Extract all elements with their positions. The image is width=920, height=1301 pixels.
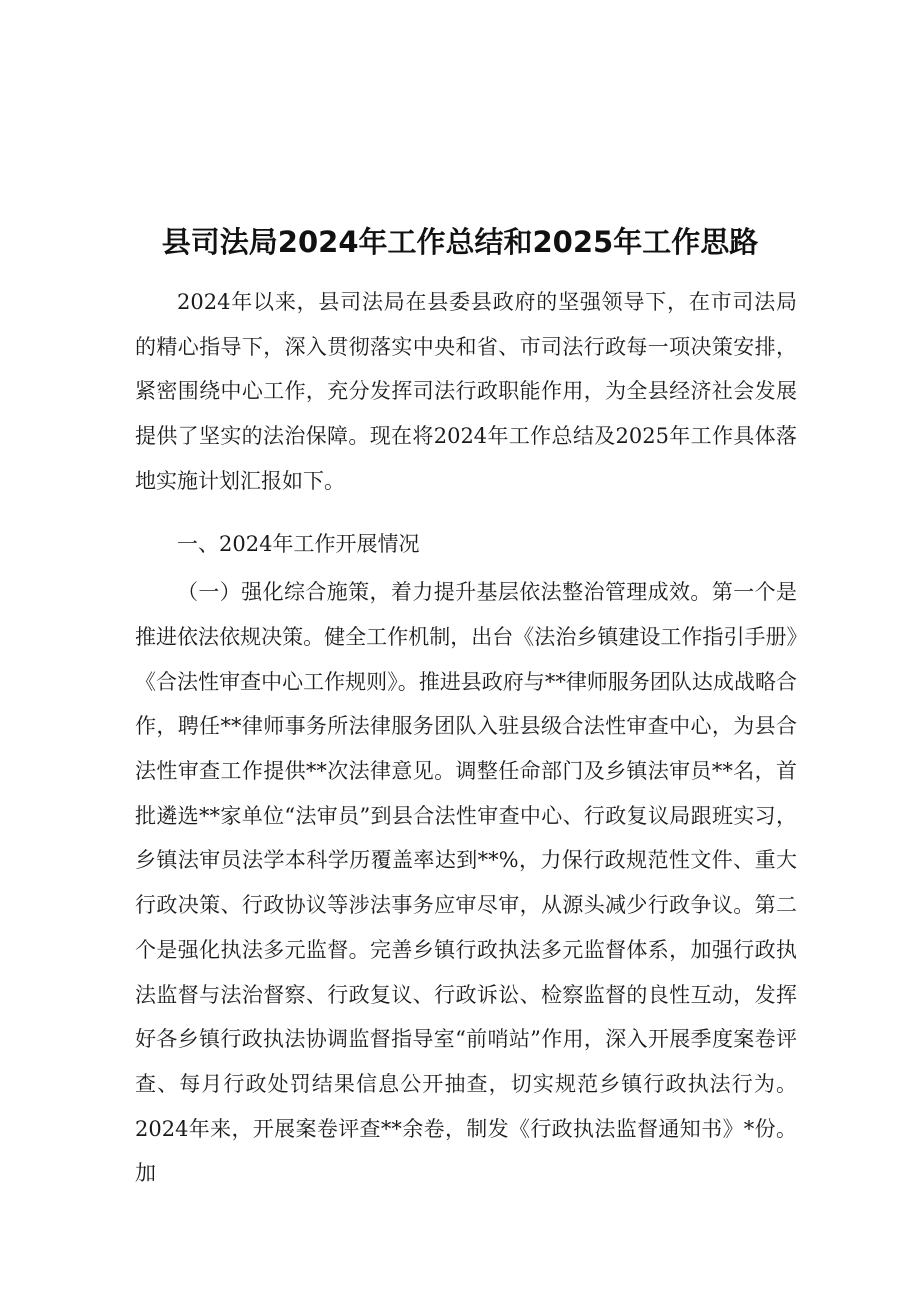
- document-title: 县司法局2024年工作总结和2025年工作思路: [161, 225, 759, 259]
- body-paragraph: （一）强化综合施策，着力提升基层依法整治管理成效。第一个是推进依法依规决策。健全工作机制，出台《法治乡镇建设工作指引手册》《合法性审查中心工作规则》。推进县政府与**律师服务团队达成战略合作，聘任**律师事务所法律服务团队入驻县级合法性审查中心，为县合法性审查工作提供**次法律意见。调整任命部门及乡镇法审员**名，首批遴选**家单位“法审员”到县合法性审查中心、行政复议局跟班实习，乡镇法审员法学本科学历覆盖率达到**%，力保行政规范性文件、重大行政决策、行政协议等涉法事务应审尽审，从源头减少行政争议。第二个是强化执法多元监督。完善乡镇行政执法多元监督体系，加强行政执法监督与法治督察、行政复议、行政诉讼、检察监督的良性互动，发挥好各乡镇行政执法协调监督指导室“前哨站”作用，深入开展季度案卷评查、每月行政处罚结果信息公开抽查，切实规范乡镇行政执法行为。2024年来，开展案卷评查**余卷，制发《行政执法监督通知书》*份。加: [135, 580, 797, 1186]
- intro-paragraph: 2024年以来，县司法局在县委县政府的坚强领导下，在市司法局的精心指导下，深入贯彻落实中央和省、市司法行政每一项决策安排，紧密围绕中心工作，充分发挥司法行政职能作用，为全县经济社会发展提供了坚实的法治保障。现在将2024年工作总结及2025年工作具体落地实施计划汇报如下。: [135, 290, 797, 493]
- document-body: [135, 280, 797, 1196]
- section-heading: 一、2024年工作开展情况: [177, 531, 420, 556]
